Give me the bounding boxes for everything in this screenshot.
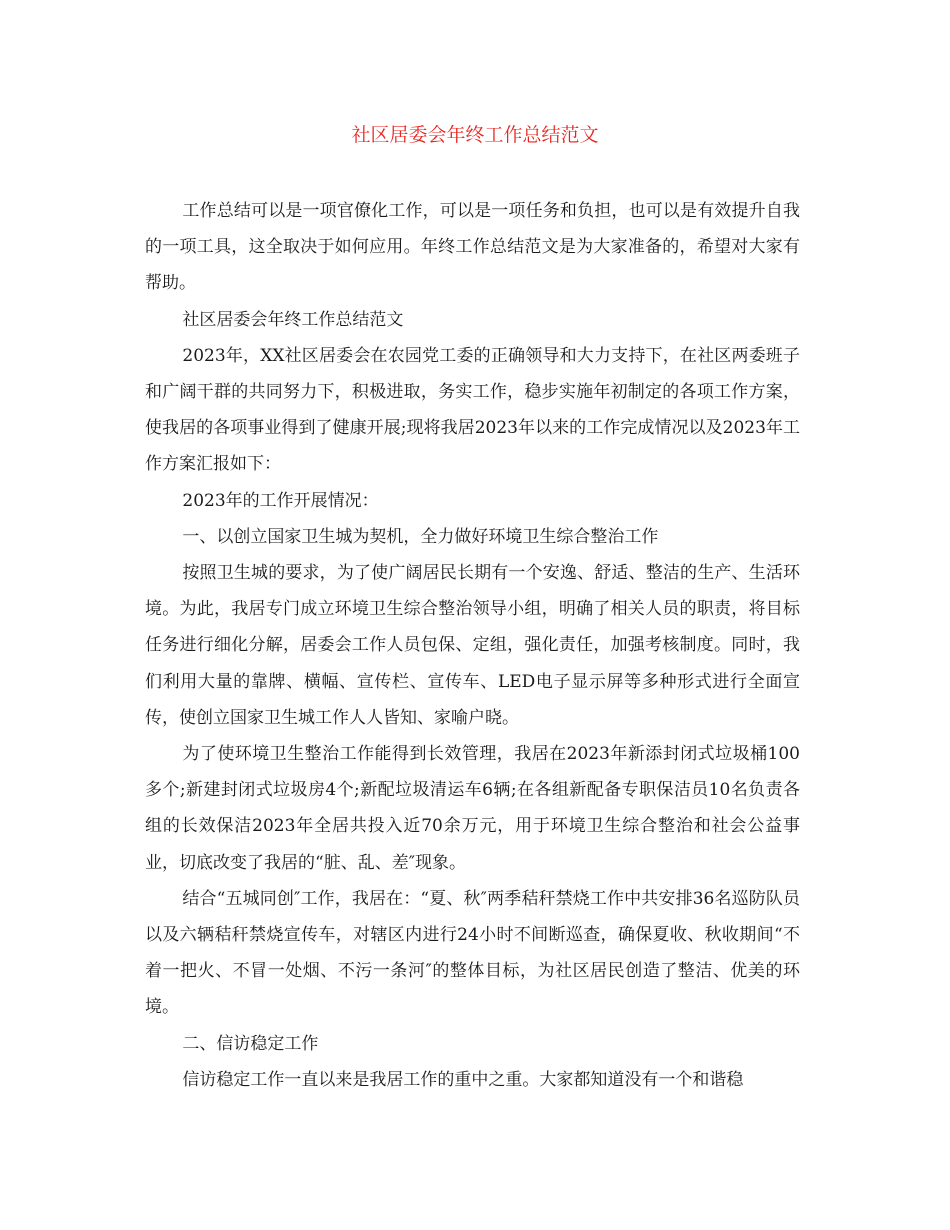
paragraph-heading-petition: 二、信访稳定工作 xyxy=(182,1033,319,1054)
paragraph-subtitle: 社区居委会年终工作总结范文 xyxy=(182,309,404,330)
document-body xyxy=(145,193,800,1098)
document-title: 社区居委会年终工作总结范文 xyxy=(351,124,599,146)
paragraph-sanitation-3: 结合“五城同创″工作，我居在：“夏、秋″两季秸秆禁烧工作中共安排36名巡防队员以及六辆秸秆禁烧宣传车，对辖区内进行24小时不间断巡查，确保夏收、秋收期间“不着一把火、不冒一处烟、不污一条河″的整体目标，为社区居民创造了整洁、优美的环境。 xyxy=(145,888,800,1018)
paragraph-intro: 工作总结可以是一项官僚化工作，可以是一项任务和负担，也可以是有效提升自我的一项工具，这全取决于如何应用。年终工作总结范文是为大家准备的，希望对大家有帮助。 xyxy=(145,201,800,294)
paragraph-sanitation-1: 按照卫生城的要求，为了使广阔居民长期有一个安逸、舒适、整洁的生产、生活环境。为此，我居专门成立环境卫生综合整治领导小组，明确了相关人员的职责，将目标任务进行细化分解，居委会工作人员包保、定组，强化责任，加强考核制度。同时，我们利用大量的靠牌、横幅、宣传栏、宣传车、LED电子显示屏等多种形式进行全面宣传，使创立国家卫生城工作人人皆知、家喻户晓。 xyxy=(145,563,800,728)
paragraph-sanitation-2: 为了使环境卫生整治工作能得到长效管理，我居在2023年新添封闭式垃圾桶100多个;新建封闭式垃圾房4个;新配垃圾清运车6辆;在各组新配备专职保洁员10名负责各组的长效保洁2023年全居共投入近70余万元，用于环境卫生综合整治和社会公益事业，切底改变了我居的“脏、乱、差″现象。 xyxy=(145,744,800,873)
paragraph-petition-1: 信访稳定工作一直以来是我居工作的重中之重。大家都知道没有一个和谐稳 xyxy=(182,1069,744,1090)
paragraph-section-heading: 2023年的工作开展情况： xyxy=(182,490,379,511)
paragraph-overview: 2023年，XX社区居委会在农园党工委的正确领导和大力支持下，在社区两委班子和广阔干群的共同努力下，积极进取，务实工作，稳步实施年初制定的各项工作方案，使我居的各项事业得到了健康开展;现将我居2023年以来的工作完成情况以及2023年工作方案汇报如下： xyxy=(145,345,800,475)
paragraph-heading-sanitation: 一、以创立国家卫生城为契机，全力做好环境卫生综合整治工作 xyxy=(182,526,659,547)
